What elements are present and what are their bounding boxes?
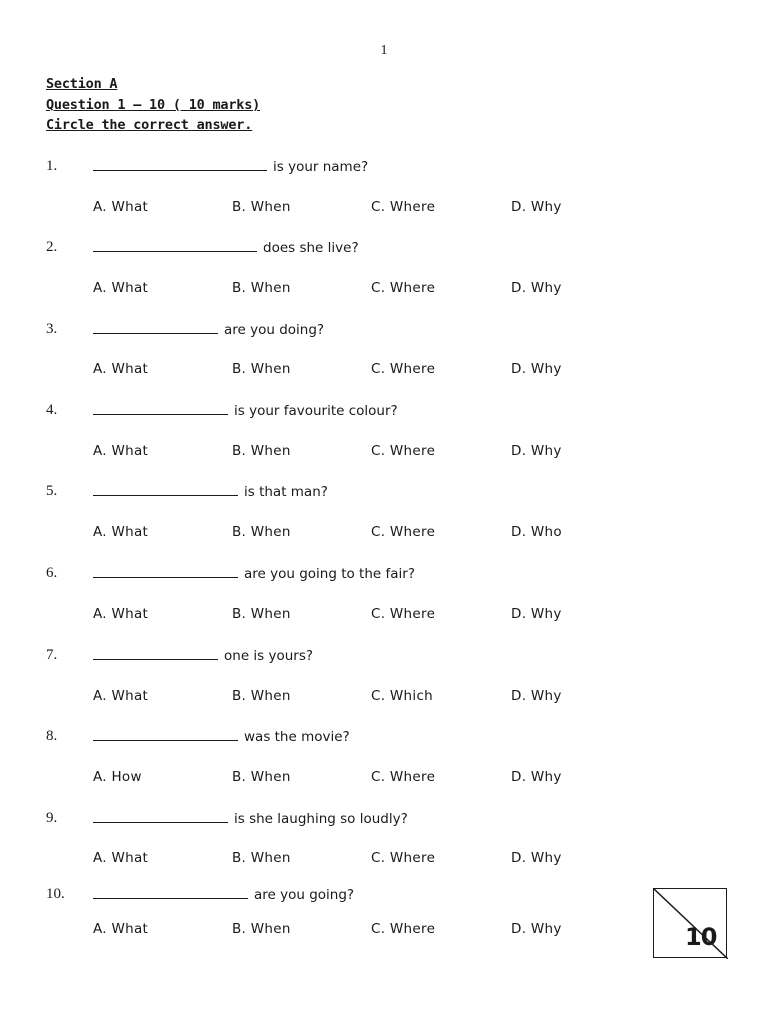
option-a[interactable]: A. How [93, 769, 142, 785]
question-text: one is yours? [224, 648, 314, 664]
question-8 [0, 728, 768, 748]
question-text: are you going? [254, 887, 355, 903]
answer-blank [93, 810, 228, 823]
options-9 [0, 850, 768, 870]
question-text: does she live? [263, 240, 359, 256]
option-a[interactable]: A. What [93, 850, 149, 866]
options-2 [0, 280, 768, 300]
option-c[interactable]: C. Where [371, 280, 436, 296]
answer-blank [93, 402, 228, 415]
question-text: is your favourite colour? [234, 403, 398, 419]
option-b[interactable]: B. When [232, 688, 291, 704]
question-5 [0, 483, 768, 503]
answer-blank [93, 647, 218, 660]
option-a[interactable]: A. What [93, 688, 149, 704]
options-6 [0, 606, 768, 626]
answer-blank [93, 239, 257, 252]
option-b[interactable]: B. When [232, 606, 291, 622]
option-d[interactable]: D. Who [511, 524, 562, 540]
option-a[interactable]: A. What [93, 361, 149, 377]
options-1 [0, 199, 768, 219]
options-4 [0, 443, 768, 463]
option-b[interactable]: B. When [232, 199, 291, 215]
option-c[interactable]: C. Which [371, 688, 434, 704]
score-total: 10 [685, 923, 717, 951]
question-number: 1. [46, 158, 58, 174]
question-number: 9. [46, 810, 58, 826]
option-d[interactable]: D. Why [511, 361, 562, 377]
option-b[interactable]: B. When [232, 443, 291, 459]
question-number: 2. [46, 239, 58, 255]
option-c[interactable]: C. Where [371, 769, 436, 785]
option-b[interactable]: B. When [232, 280, 291, 296]
option-b[interactable]: B. When [232, 524, 291, 540]
question-text: are you doing? [224, 322, 325, 338]
score-box [653, 888, 727, 958]
option-a[interactable]: A. What [93, 199, 149, 215]
question-number: 10. [46, 886, 65, 902]
question-number: 6. [46, 565, 58, 581]
answer-blank [93, 565, 238, 578]
option-a[interactable]: A. What [93, 443, 149, 459]
question-1 [0, 158, 768, 178]
answer-blank [93, 728, 238, 741]
question-range: Question 1 – 10 ( 10 marks) [46, 97, 261, 113]
instruction: Circle the correct answer. [46, 117, 253, 133]
options-8 [0, 769, 768, 789]
option-b[interactable]: B. When [232, 850, 291, 866]
question-number: 7. [46, 647, 58, 663]
question-text: are you going to the fair? [244, 566, 415, 582]
question-number: 3. [46, 321, 58, 337]
option-c[interactable]: C. Where [371, 606, 436, 622]
option-d[interactable]: D. Why [511, 769, 562, 785]
question-text: is that man? [244, 484, 328, 500]
option-b[interactable]: B. When [232, 361, 291, 377]
question-2 [0, 239, 768, 259]
option-a[interactable]: A. What [93, 524, 149, 540]
option-c[interactable]: C. Where [371, 361, 436, 377]
question-4 [0, 402, 768, 422]
answer-blank [93, 321, 218, 334]
option-d[interactable]: D. Why [511, 443, 562, 459]
options-7 [0, 688, 768, 708]
option-d[interactable]: D. Why [511, 688, 562, 704]
option-c[interactable]: C. Where [371, 524, 436, 540]
answer-blank [93, 483, 238, 496]
option-c[interactable]: C. Where [371, 921, 436, 937]
section-title: Section A [46, 76, 118, 92]
option-d[interactable]: D. Why [511, 199, 562, 215]
question-9 [0, 810, 768, 830]
option-b[interactable]: B. When [232, 921, 291, 937]
option-d[interactable]: D. Why [511, 921, 562, 937]
option-d[interactable]: D. Why [511, 606, 562, 622]
question-number: 8. [46, 728, 58, 744]
option-d[interactable]: D. Why [511, 280, 562, 296]
answer-blank [93, 158, 267, 171]
option-a[interactable]: A. What [93, 280, 149, 296]
question-3 [0, 321, 768, 341]
question-6 [0, 565, 768, 585]
question-text: was the movie? [244, 729, 350, 745]
question-number: 4. [46, 402, 58, 418]
option-d[interactable]: D. Why [511, 850, 562, 866]
option-a[interactable]: A. What [93, 921, 149, 937]
option-a[interactable]: A. What [93, 606, 149, 622]
option-c[interactable]: C. Where [371, 443, 436, 459]
question-7 [0, 647, 768, 667]
question-text: is she laughing so loudly? [234, 811, 408, 827]
option-c[interactable]: C. Where [371, 850, 436, 866]
question-text: is your name? [273, 159, 369, 175]
answer-blank [93, 886, 248, 899]
question-number: 5. [46, 483, 58, 499]
options-3 [0, 361, 768, 381]
option-b[interactable]: B. When [232, 769, 291, 785]
option-c[interactable]: C. Where [371, 199, 436, 215]
page-number: 1 [380, 43, 388, 58]
options-5 [0, 524, 768, 544]
